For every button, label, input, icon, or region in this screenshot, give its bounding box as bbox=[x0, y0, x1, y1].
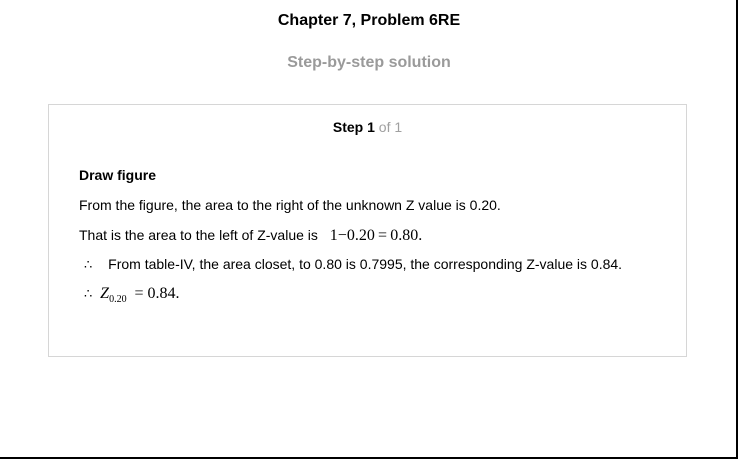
solution-line-3 bbox=[84, 256, 622, 273]
step-card bbox=[48, 104, 687, 357]
solution-subtitle: Step-by-step solution bbox=[287, 54, 451, 71]
step-label: Step bbox=[332, 119, 364, 135]
therefore-icon: ∴ bbox=[84, 258, 93, 273]
equation-area-left: 1−0.20 = 0.80. bbox=[329, 227, 423, 244]
solution-line-2-text: That is the area to the left of Z-value is bbox=[79, 227, 318, 243]
chapter-title: Chapter 7, Problem 6RE bbox=[277, 12, 461, 29]
step-header bbox=[49, 119, 686, 135]
therefore-icon: ∴ bbox=[84, 287, 93, 302]
z-variable: Z bbox=[100, 285, 110, 302]
solution-line-2 bbox=[79, 227, 422, 245]
solution-line-4 bbox=[84, 285, 180, 303]
step-number: 1 bbox=[367, 119, 375, 135]
z-value: = 0.84. bbox=[134, 285, 180, 302]
solution-line-1: From the figure, the area to the right of the unknown Z value is 0.20. bbox=[79, 197, 501, 213]
step-total: of 1 bbox=[378, 119, 403, 135]
solution-line-3-text: From table-IV, the area closet, to 0.80 is 0.7995, the corresponding Z-value is 0.84. bbox=[108, 256, 623, 272]
z-subscript: 0.20 bbox=[109, 294, 127, 305]
step-heading: Draw figure bbox=[79, 167, 157, 183]
